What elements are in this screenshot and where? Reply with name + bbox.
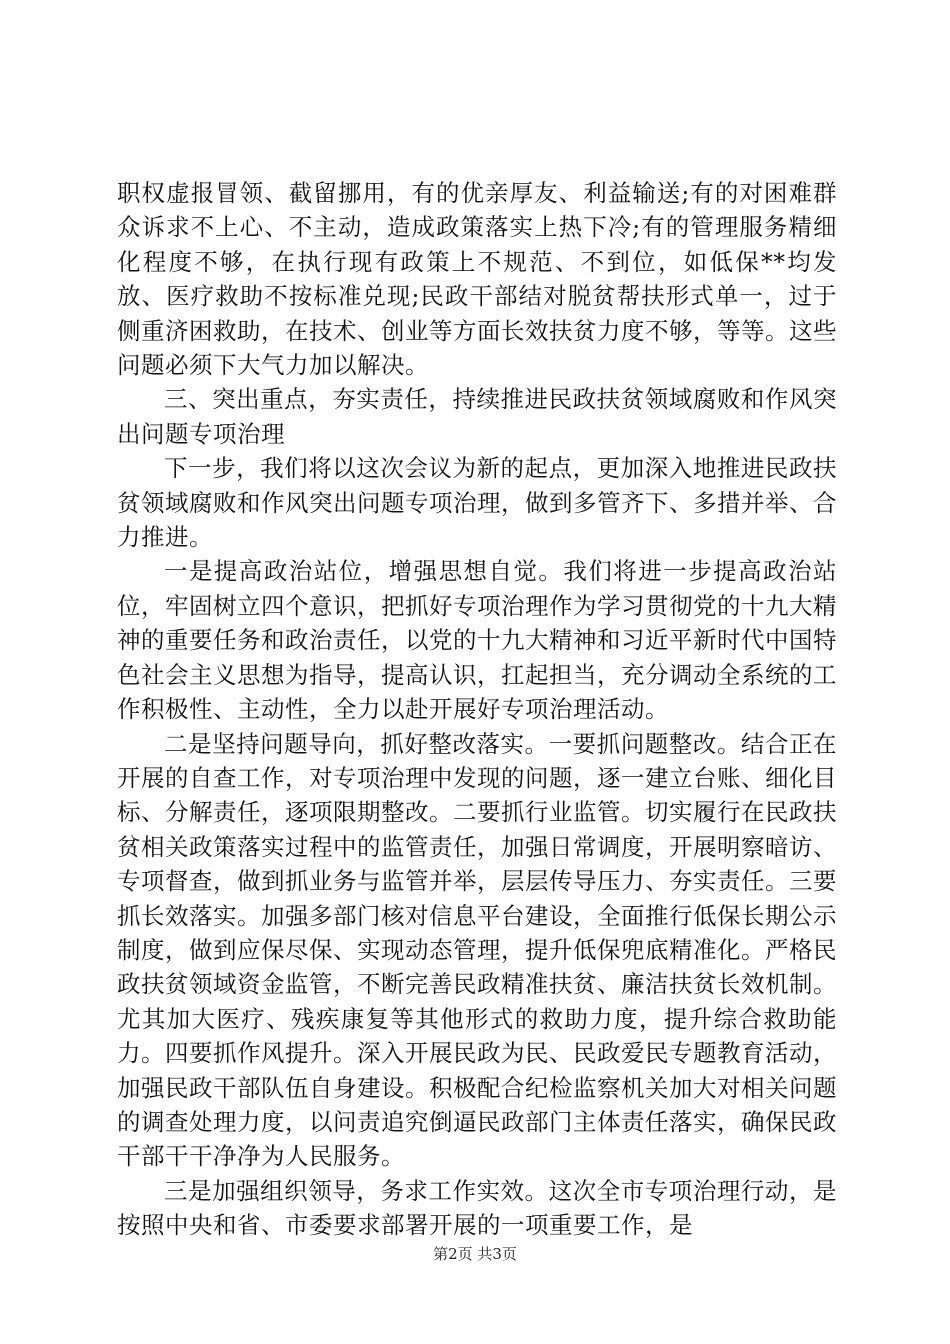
paragraph-2: 下一步，我们将以这次会议为新的起点，更加深入地推进民政扶贫领域腐败和作风突出问题专项治理，做到多管齐下、多措并举、合力推进。 bbox=[117, 454, 837, 552]
paragraph-1: 职权虚报冒领、截留挪用，有的优亲厚友、利益输送;有的对困难群众诉求不上心、不主动，造成政策落实上热下冷;有的管理服务精细化程度不够，在执行现有政策上不规范、不到位，如低保**均发放、医疗救助不按标准兑现;民政干部结对脱贫帮扶形式单一，过于侧重济困救助，在技术、创业等方面长效扶贫力度不够，等等。这些问题必须下大气力加以解决。 bbox=[117, 179, 837, 380]
page-number-footer: 第2页 共3页 bbox=[433, 1245, 517, 1263]
paragraph-3: 一是提高政治站位，增强思想自觉。我们将进一步提高政治站位，牢固树立四个意识，把抓好专项治理作为学习贯彻党的十九大精神的重要任务和政治责任，以党的十九大精神和习近平新时代中国特色社会主义思想为指导，提高认识，扛起担当，充分调动全系统的工作积极性、主动性，全力以赴开展好专项治理活动。 bbox=[117, 557, 837, 724]
paragraph-5: 三是加强组织领导，务求工作实效。这次全市专项治理行动，是按照中央和省、市委要求部署开展的一项重要工作，是 bbox=[117, 1176, 837, 1240]
paragraph-4: 二是坚持问题导向，抓好整改落实。一要抓问题整改。结合正在开展的自查工作，对专项治理中发现的问题，逐一建立台账、细化目标、分解责任，逐项限期整改。二要抓行业监管。切实履行在民政扶贫相关政策落实过程中的监管责任，加强日常调度，开展明察暗访、专项督查，做到抓业务与监管并举，层层传导压力、夯实责任。三要抓长效落实。加强多部门核对信息平台建设，全面推行低保长期公示制度，做到应保尽保、实现动态管理，提升低保兜底精准化。严格民政扶贫领域资金监管，不断完善民政精准扶贫、廉洁扶贫长效机制。尤其加大医疗、残疾康复等其他形式的救助力度，提升综合救助能力。四要抓作风提升。深入开展民政为民、民政爱民专题教育活动，加强民政干部队伍自身建设。积极配合纪检监察机关加大对相关问题的调查处理力度，以问责追究倒逼民政部门主体责任落实，确保民政干部干干净净为人民服务。 bbox=[117, 729, 837, 1171]
document-body bbox=[117, 176, 837, 1243]
section-heading-3: 三、突出重点，夯实责任，持续推进民政扶贫领域腐败和作风突出问题专项治理 bbox=[117, 385, 837, 448]
